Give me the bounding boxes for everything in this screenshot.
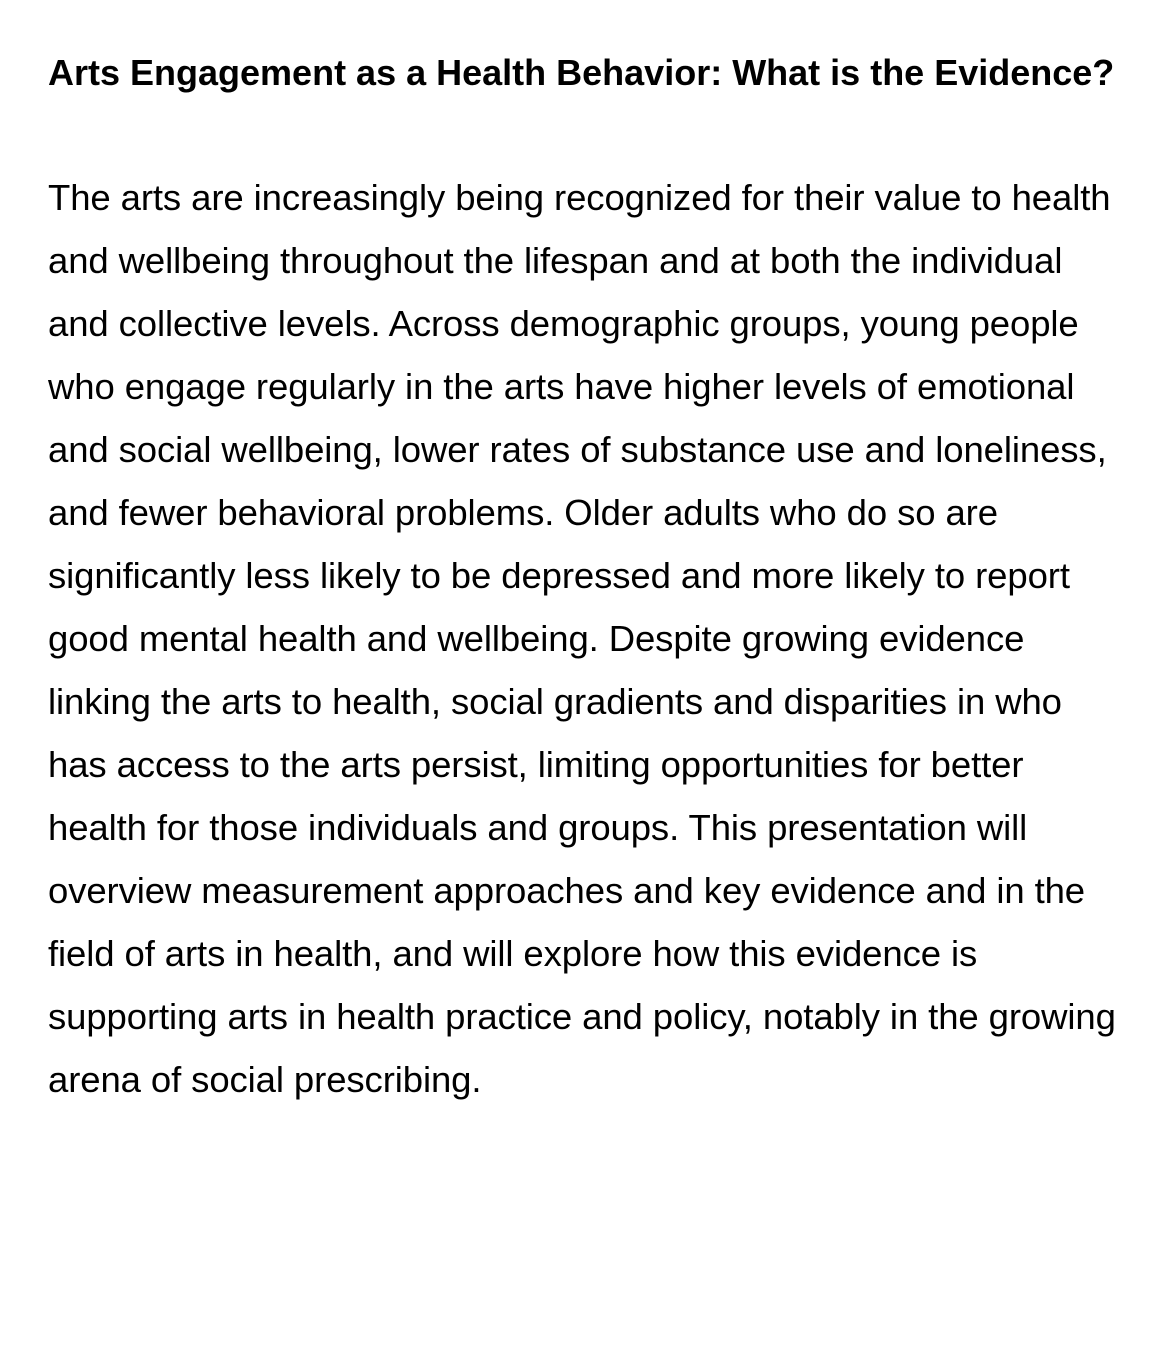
document-title: Arts Engagement as a Health Behavior: What is the Evidence? xyxy=(48,52,1115,93)
document-page xyxy=(48,42,1128,1111)
abstract-paragraph: The arts are increasingly being recognized for their value to health and wellbeing throughout the lifespan and at both the individual and collective levels. Across demographic groups, young people who engage regularly in the arts have higher levels of emotional and social wellbeing, lower rates of substance use and loneliness, and fewer behavioral problems. Older adults who do so are significantly less likely to be depressed and more likely to report good mental health and wellbeing. Despite growing evidence linking the arts to health, social gradients and disparities in who has access to the arts persist, limiting opportunities for better health for those individuals and groups. This presentation will overview measurement approaches and key evidence and in the field of arts in health, and will explore how this evidence is supporting arts in health practice and policy, notably in the growing arena of social prescribing. xyxy=(48,177,1116,1100)
